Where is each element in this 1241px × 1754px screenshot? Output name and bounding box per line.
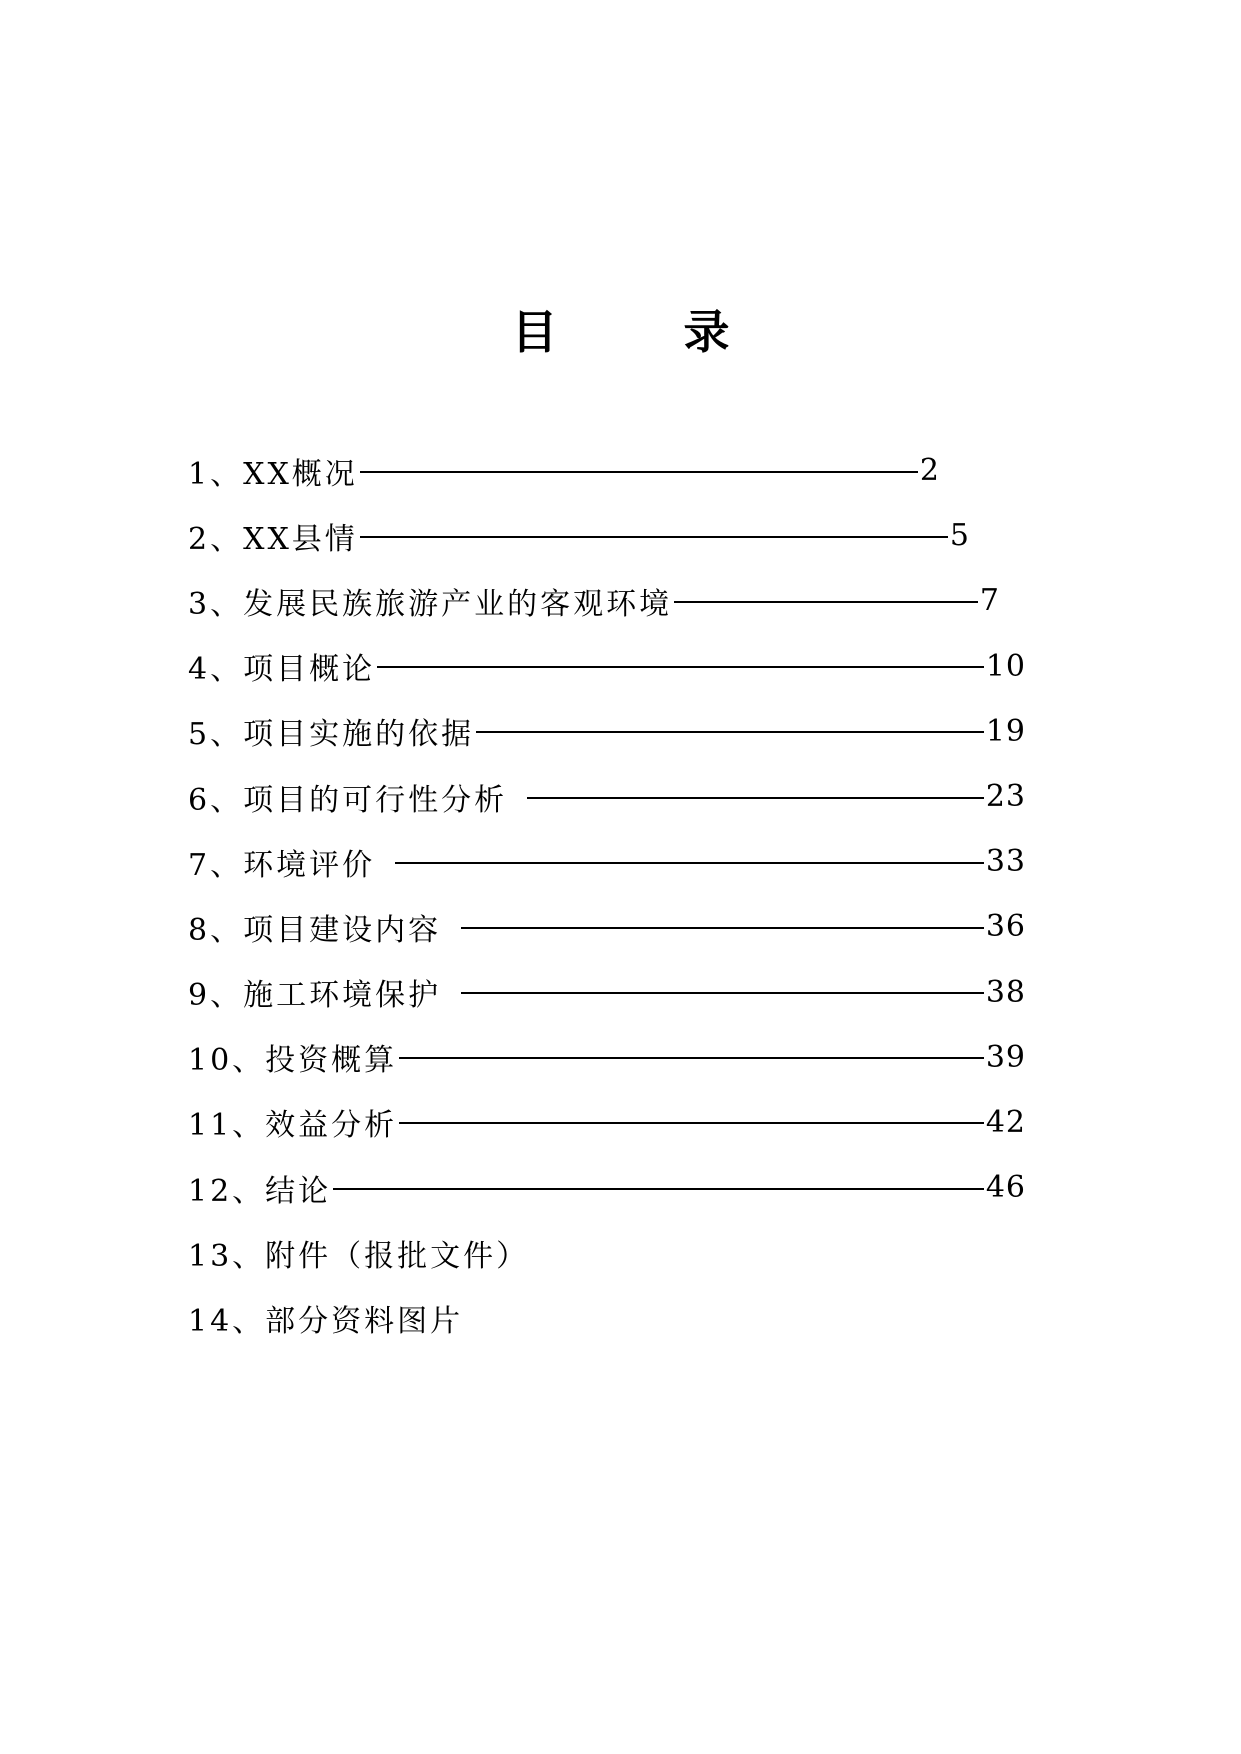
toc-entry-9[interactable] xyxy=(188,960,1026,1025)
toc-leader-line xyxy=(476,731,984,733)
toc-entry-label: 2、XX县情 xyxy=(188,521,358,557)
toc-entry-5[interactable] xyxy=(188,699,1026,764)
toc-entry-label: 14、部分资料图片 xyxy=(188,1304,464,1340)
toc-entry-label: 5、项目实施的依据 xyxy=(188,717,475,753)
toc-entry-page: 10 xyxy=(985,648,1026,684)
toc-leader-line xyxy=(674,601,978,603)
toc-entry-page: 5 xyxy=(949,518,970,554)
toc-leader-line xyxy=(395,862,984,864)
table-of-contents xyxy=(188,438,1038,1351)
toc-entry-1[interactable] xyxy=(188,438,940,503)
toc-leader-line xyxy=(399,1057,984,1059)
toc-entry-12[interactable] xyxy=(188,1155,1026,1220)
toc-entry-page: 2 xyxy=(919,453,940,489)
toc-entry-page: 39 xyxy=(985,1039,1026,1075)
toc-entry-10[interactable] xyxy=(188,1025,1026,1090)
toc-entry-8[interactable] xyxy=(188,894,1026,959)
toc-entry-11[interactable] xyxy=(188,1090,1026,1155)
toc-entry-13[interactable] xyxy=(188,1220,1038,1285)
toc-leader-line xyxy=(360,471,918,473)
toc-entry-label: 7、环境评价 xyxy=(188,847,376,883)
toc-leader-line xyxy=(360,536,948,538)
toc-entry-page: 38 xyxy=(985,974,1026,1010)
toc-entry-label: 6、项目的可行性分析 xyxy=(188,782,508,818)
toc-entry-page: 33 xyxy=(985,844,1026,880)
toc-leader-line xyxy=(377,666,984,668)
toc-entry-14[interactable] xyxy=(188,1285,1038,1350)
toc-entry-label: 4、项目概论 xyxy=(188,652,376,688)
toc-entry-page: 36 xyxy=(985,909,1026,945)
toc-entry-label: 12、结论 xyxy=(188,1173,332,1209)
toc-entry-3[interactable] xyxy=(188,568,1000,633)
toc-entry-page: 19 xyxy=(985,713,1026,749)
toc-entry-label: 9、施工环境保护 xyxy=(188,978,442,1014)
toc-entry-label: 3、发展民族旅游产业的客观环境 xyxy=(188,586,673,622)
toc-entry-label: 1、XX概况 xyxy=(188,456,358,492)
toc-entry-page: 42 xyxy=(985,1104,1026,1140)
toc-entry-page: 7 xyxy=(979,583,1000,619)
toc-entry-label: 8、项目建设内容 xyxy=(188,912,442,948)
toc-entry-label: 13、附件（报批文件） xyxy=(188,1238,530,1274)
toc-entry-label: 11、效益分析 xyxy=(188,1108,398,1144)
toc-leader-line xyxy=(527,797,984,799)
toc-entry-page: 23 xyxy=(985,779,1026,815)
toc-entry-2[interactable] xyxy=(188,503,970,568)
toc-leader-line xyxy=(399,1122,984,1124)
toc-entry-page: 46 xyxy=(985,1170,1026,1206)
page-title: 目 录 xyxy=(511,305,770,359)
toc-entry-7[interactable] xyxy=(188,829,1026,894)
toc-entry-4[interactable] xyxy=(188,634,1026,699)
toc-leader-line xyxy=(333,1188,984,1190)
toc-entry-label: 10、投资概算 xyxy=(188,1043,398,1079)
toc-leader-line xyxy=(461,927,984,929)
toc-leader-line xyxy=(461,992,984,994)
toc-entry-6[interactable] xyxy=(188,764,1026,829)
